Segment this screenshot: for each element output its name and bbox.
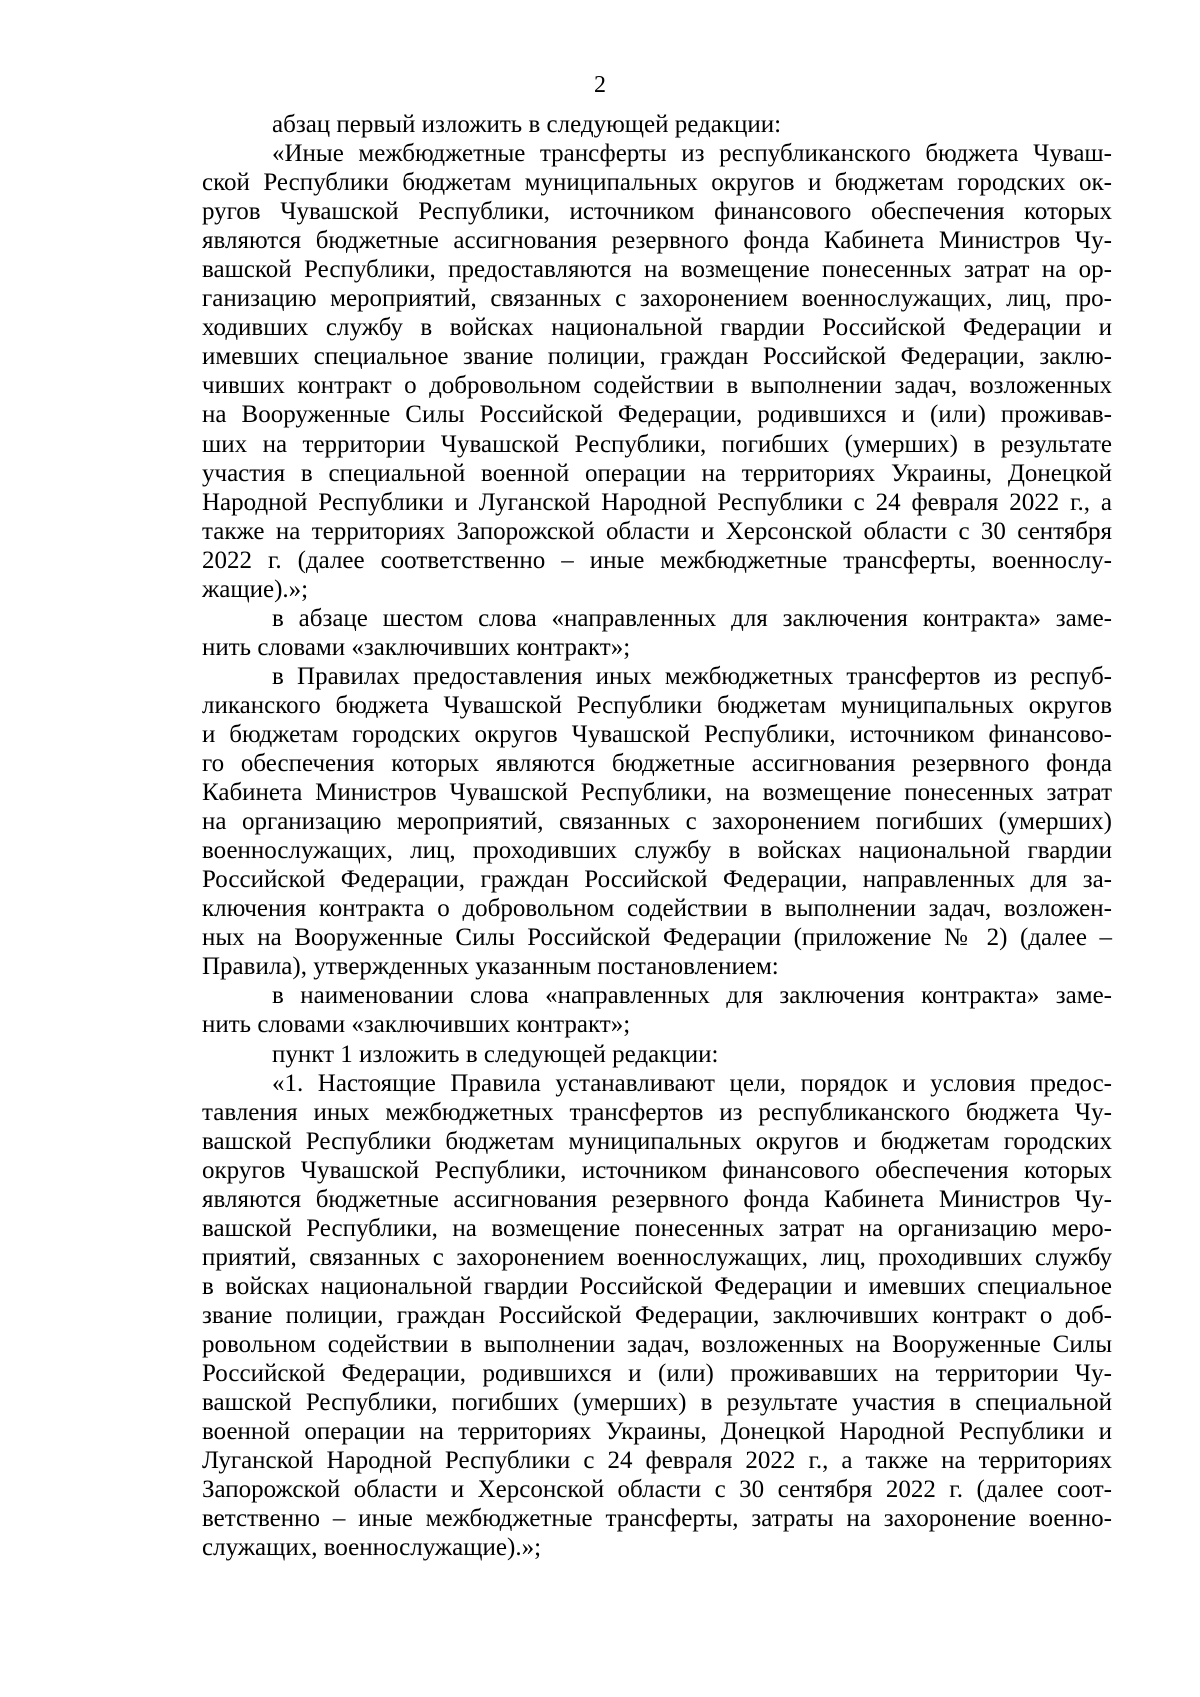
text-line: также на территориях Запорожской области и Херсонской области с 30 сентября <box>202 517 1112 545</box>
text-line: «1. Настоящие Правила устанавливают цели, порядок и условия предос- <box>272 1069 1112 1097</box>
text-line: Российской Федерации, граждан Российской Федерации, направленных для за- <box>202 866 1112 894</box>
text-line: в войсках национальной гвардии Российской Федерации и имевших специальное <box>202 1272 1112 1300</box>
text-line: военной операции на территориях Украины, Донецкой Народной Республики и <box>202 1418 1112 1446</box>
text-line: 2022 г. (далее соответственно – иные межбюджетные трансферты, военнослу- <box>202 546 1112 574</box>
text-line: вашской Республики, погибших (умерших) в результате участия в специальной <box>202 1389 1112 1417</box>
document-body <box>202 110 1112 1562</box>
text-line: нить словами «заключивших контракт»; <box>202 633 631 661</box>
text-line: ных на Вооруженные Силы Российской Федерации (приложение № 2) (далее – <box>202 924 1112 952</box>
text-line: чивших контракт о добровольном содействии в выполнении задач, возложенных <box>202 372 1112 400</box>
paragraph <box>202 1040 1112 1069</box>
text-line: го обеспечения которых являются бюджетные ассигнования резервного фонда <box>202 750 1112 778</box>
text-line: округов Чувашской Республики, источником финансового обеспечения которых <box>202 1156 1112 1184</box>
paragraph <box>202 139 1112 604</box>
page-number: 2 <box>594 72 606 98</box>
paragraph <box>202 604 1112 662</box>
text-line: на Вооруженные Силы Российской Федерации, родившихся и (или) проживав- <box>202 401 1112 429</box>
paragraph <box>202 1069 1112 1563</box>
text-line: в Правилах предоставления иных межбюджетных трансфертов из респуб- <box>272 662 1112 690</box>
text-line: Запорожской области и Херсонской области с 30 сентября 2022 г. (далее соот- <box>202 1476 1112 1504</box>
text-line: на организацию мероприятий, связанных с захоронением погибших (умерших) <box>202 808 1112 836</box>
text-line: вашской Республики, на возмещение понесенных затрат на организацию меро- <box>202 1214 1112 1242</box>
text-line: Правила), утвержденных указанным постановлением: <box>202 953 779 981</box>
text-line: имевших специальное звание полиции, граждан Российской Федерации, заклю- <box>202 343 1112 371</box>
text-line: абзац первый изложить в следующей редакции: <box>272 111 782 138</box>
text-line: нить словами «заключивших контракт»; <box>202 1011 631 1039</box>
text-line: военнослужащих, лиц, проходивших службу в войсках национальной гвардии <box>202 837 1112 865</box>
text-line: пункт 1 изложить в следующей редакции: <box>272 1040 719 1068</box>
paragraph <box>202 110 1112 139</box>
text-line: вашской Республики бюджетам муниципальных округов и бюджетам городских <box>202 1127 1112 1155</box>
text-line: ключения контракта о добровольном содействии в выполнении задач, возложен- <box>202 895 1112 923</box>
text-line: вашской Республики, предоставляются на возмещение понесенных затрат на ор- <box>202 256 1112 284</box>
text-line: ветственно – иные межбюджетные трансферты, затраты на захоронение военно- <box>202 1505 1112 1533</box>
text-line: звание полиции, граждан Российской Федерации, заключивших контракт о доб- <box>202 1301 1112 1329</box>
text-line: участия в специальной военной операции на территориях Украины, Донецкой <box>202 459 1112 487</box>
text-line: ликанского бюджета Чувашской Республики бюджетам муниципальных округов <box>202 691 1112 719</box>
text-line: тавления иных межбюджетных трансфертов из республиканского бюджета Чу- <box>202 1098 1112 1126</box>
text-line: Луганской Народной Республики с 24 февраля 2022 г., а также на территориях <box>202 1447 1112 1475</box>
text-line: приятий, связанных с захоронением военнослужащих, лиц, проходивших службу <box>202 1243 1112 1271</box>
text-line: ходивших службу в войсках национальной гвардии Российской Федерации и <box>202 314 1112 342</box>
text-line: ганизацию мероприятий, связанных с захоронением военнослужащих, лиц, про- <box>202 285 1112 313</box>
paragraph <box>202 981 1112 1039</box>
text-line: в наименовании слова «направленных для заключения контракта» заме- <box>272 982 1112 1010</box>
paragraph <box>202 662 1112 982</box>
text-line: Народной Республики и Луганской Народной Республики с 24 февраля 2022 г., а <box>202 488 1112 516</box>
text-line: служащих, военнослужащие).»; <box>202 1534 542 1562</box>
text-line: жащие).»; <box>202 575 309 603</box>
text-line: ших на территории Чувашской Республики, погибших (умерших) в результате <box>202 430 1112 458</box>
text-line: в абзаце шестом слова «направленных для заключения контракта» заме- <box>272 604 1112 632</box>
text-line: являются бюджетные ассигнования резервного фонда Кабинета Министров Чу- <box>202 227 1112 255</box>
text-line: и бюджетам городских округов Чувашской Республики, источником финансово- <box>202 720 1112 748</box>
text-line: являются бюджетные ассигнования резервного фонда Кабинета Министров Чу- <box>202 1185 1112 1213</box>
text-line: Кабинета Министров Чувашской Республики, на возмещение понесенных затрат <box>202 779 1112 807</box>
text-line: ругов Чувашской Республики, источником финансового обеспечения которых <box>202 198 1112 226</box>
text-line: Российской Федерации, родившихся и (или) проживавших на территории Чу- <box>202 1360 1112 1388</box>
text-line: ской Республики бюджетам муниципальных округов и бюджетам городских ок- <box>202 169 1112 197</box>
text-line: «Иные межбюджетные трансферты из республиканского бюджета Чуваш- <box>272 140 1112 168</box>
text-line: ровольном содействии в выполнении задач, возложенных на Вооруженные Силы <box>202 1330 1112 1358</box>
